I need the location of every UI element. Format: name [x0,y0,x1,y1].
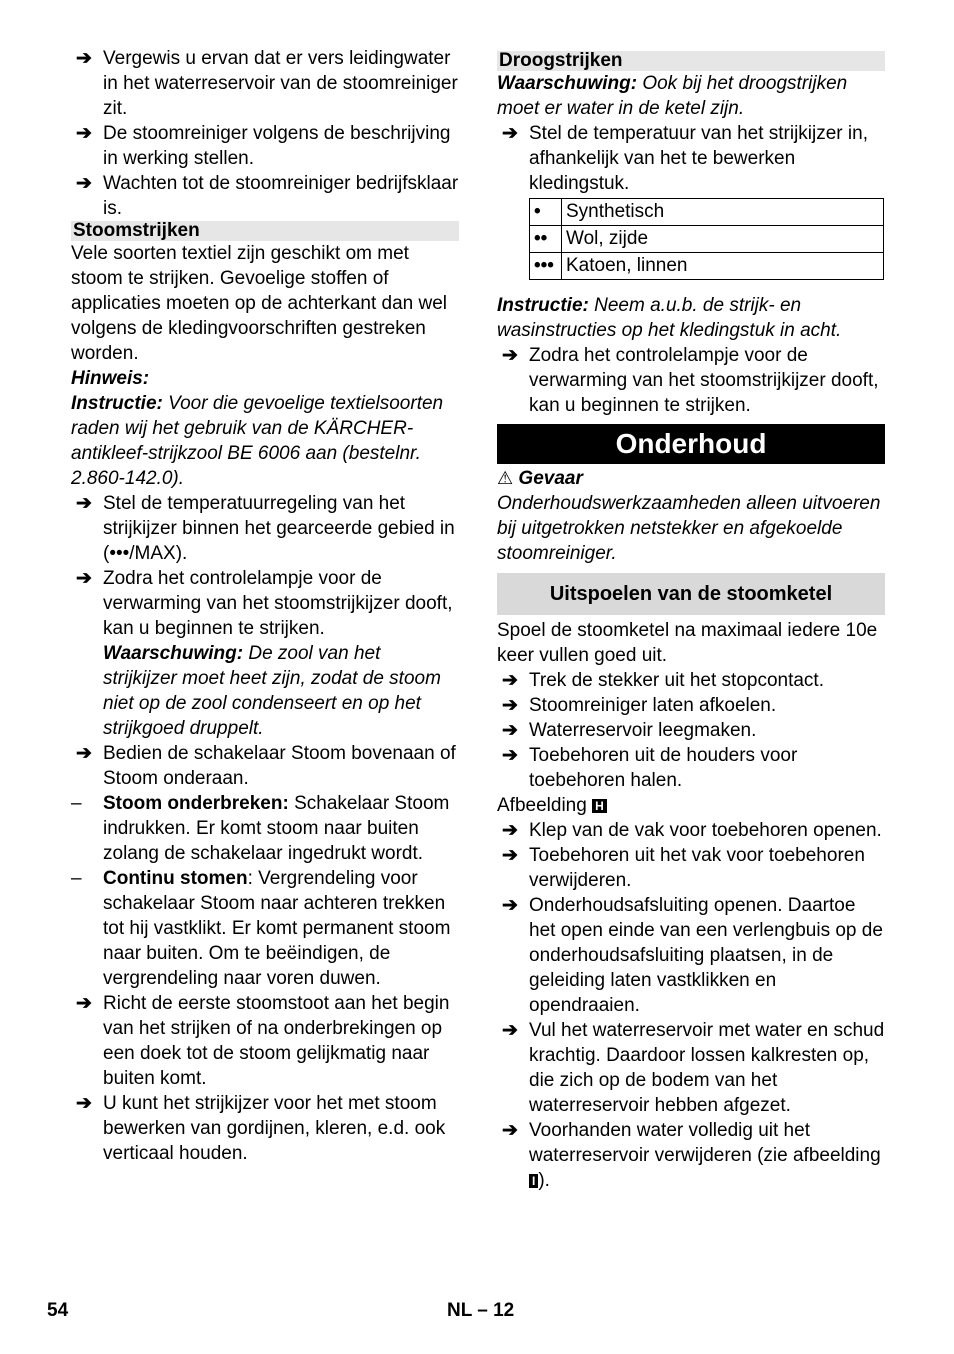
arrow-icon: ➔ [502,1020,518,1041]
list-item: ➔ Trek de stekker uit het stopcontact. [502,670,824,691]
instruction-note: Instructie: Neem a.u.b. de strijk- en wasinstructies op het kledingstuk in acht. [497,295,842,341]
arrow-icon: ➔ [76,743,92,764]
list-item: ➔ Zodra het controlelampje voor de verwarming van het stoomstrijkijzer dooft, kan u beginnen te strijken. [76,568,453,639]
arrow-icon: ➔ [76,993,92,1014]
list-item: ➔ Stoomreiniger laten afkoelen. [502,695,777,716]
section-heading-uitspoelen: Uitspoelen van de stoomketel [497,573,885,615]
chapter-heading-onderhoud: Onderhoud [497,424,885,464]
instruction-note: Instructie: Voor die gevoelige textielsoorten raden wij het gebruik van de KÄRCHER-antikleef-strijkzool BE 6006 aan (bestelnr. 2.860-142.0). [71,393,444,489]
figure-h-icon: H [592,799,607,813]
arrow-icon: ➔ [502,820,518,841]
arrow-icon: ➔ [502,895,518,916]
arrow-icon: ➔ [502,1120,518,1141]
section-heading-stoomstrijken: Stoomstrijken [71,221,459,241]
table-row: •• Wol, zijde [530,226,884,253]
arrow-icon: ➔ [502,745,518,766]
list-item: ➔ Waterreservoir leegmaken. [502,720,757,741]
list-item: ➔ Zodra het controlelampje voor de verwarming van het stoomstrijkijzer dooft, kan u beginnen te strijken. [502,345,879,416]
arrow-icon: ➔ [502,123,518,144]
figure-i-icon: I [529,1174,538,1188]
arrow-icon: ➔ [76,568,92,589]
figure-reference: Afbeelding H [497,793,885,818]
paragraph: Vele soorten textiel zijn geschikt om met stoom te strijken. Gevoelige stoffen of applicaties moeten op de achterkant dan wel volgens de kledingvoorschriften gestreken worden. [71,243,448,364]
right-column [497,51,885,1193]
danger-text: Onderhoudswerkzaamheden alleen uitvoeren bij uitgetrokken netstekker en afgekoelde stoomreiniger. [497,493,881,564]
left-column [71,46,459,1166]
list-item: ➔ Richt de eerste stoomstoot aan het begin van het strijken of na onderbrekingen op een doek tot de stoom gelijkmatig naar buiten komt. [76,993,450,1089]
arrow-icon: ➔ [76,173,92,194]
list-item: ➔ Klep van de vak voor toebehoren openen. [502,820,882,841]
arrow-icon: ➔ [502,695,518,716]
dash-icon: – [71,793,82,814]
warning-note: Waarschuwing: Ook bij het droogstrijken moet er water in de ketel zijn. [497,73,848,119]
list-item: ➔ Toebehoren uit de houders voor toebehoren halen. [502,745,798,791]
paragraph: Spoel de stoomketel na maximaal iedere 10e keer vullen goed uit. [497,620,878,666]
list-item: ➔ Bedien de schakelaar Stoom bovenaan of Stoom onderaan. [76,743,456,789]
list-item: ➔ Vergewis u ervan dat er vers leidingwater in het waterreservoir van de stoomreiniger zit. [76,48,458,119]
warning-triangle-icon: ⚠ [497,468,514,488]
dash-icon: – [71,868,82,889]
list-item: ➔ Stel de temperatuur van het strijkijzer in, afhankelijk van het te bewerken kledingstuk. [502,123,868,194]
arrow-icon: ➔ [502,720,518,741]
dash-item: – Continu stomen: Vergrendeling voor schakelaar Stoom naar achteren trekken tot hij vastklikt. Er komt permanent stoom naar buiten. Om te beëindigen, de vergrendeling naar voren duwen. [71,868,451,989]
list-item: ➔ Toebehoren uit het vak voor toebehoren verwijderen. [502,845,865,891]
note-heading: Hinweis: [71,368,150,389]
arrow-icon: ➔ [76,123,92,144]
arrow-icon: ➔ [502,345,518,366]
danger-heading: ⚠ Gevaar [497,468,583,489]
table-row: ••• Katoen, linnen [530,253,884,280]
list-item: ➔ Onderhoudsafsluiting openen. Daartoe het open einde van een verlengbuis op de onderhoudsafsluiting plaatsen, in de geleiding laten vastklikken en opendraaien. [502,895,883,1016]
dash-item: – Stoom onderbreken: Schakelaar Stoom indrukken. Er komt stoom naar buiten zolang de schakelaar ingedrukt wordt. [71,793,450,864]
arrow-icon: ➔ [76,493,92,514]
arrow-icon: ➔ [76,1093,92,1114]
arrow-icon: ➔ [76,48,92,69]
page-code: NL – 12 [447,1300,515,1321]
warning-note: Waarschuwing: De zool van het strijkijzer moet heet zijn, zodat de stoom niet op de zool condenseert en op het strijkgoed druppelt. [103,643,441,739]
section-heading-droogstrijken: Droogstrijken [497,51,885,71]
list-item: ➔ Vul het waterreservoir met water en schud krachtig. Daardoor lossen kalkresten op, die zich op de bodem van het waterreservoir hebben afgezet. [502,1020,885,1116]
list-item: ➔ U kunt het strijkijzer voor het met stoom bewerken van gordijnen, kleren, e.d. ook verticaal houden. [76,1093,446,1164]
list-item: ➔ De stoomreiniger volgens de beschrijving in werking stellen. [76,123,451,169]
table-row: • Synthetisch [530,199,884,226]
arrow-icon: ➔ [502,670,518,691]
temperature-table [529,198,884,280]
list-item: ➔ Wachten tot de stoomreiniger bedrijfsklaar is. [76,173,459,219]
list-item: ➔ Stel de temperatuurregeling van het strijkijzer binnen het gearceerde gebied in (•••/MAX). [76,493,455,564]
list-item: ➔ Voorhanden water volledig uit het waterreservoir verwijderen (zie afbeelding I ). [502,1120,881,1191]
page-number: 54 [47,1300,69,1321]
arrow-icon: ➔ [502,845,518,866]
